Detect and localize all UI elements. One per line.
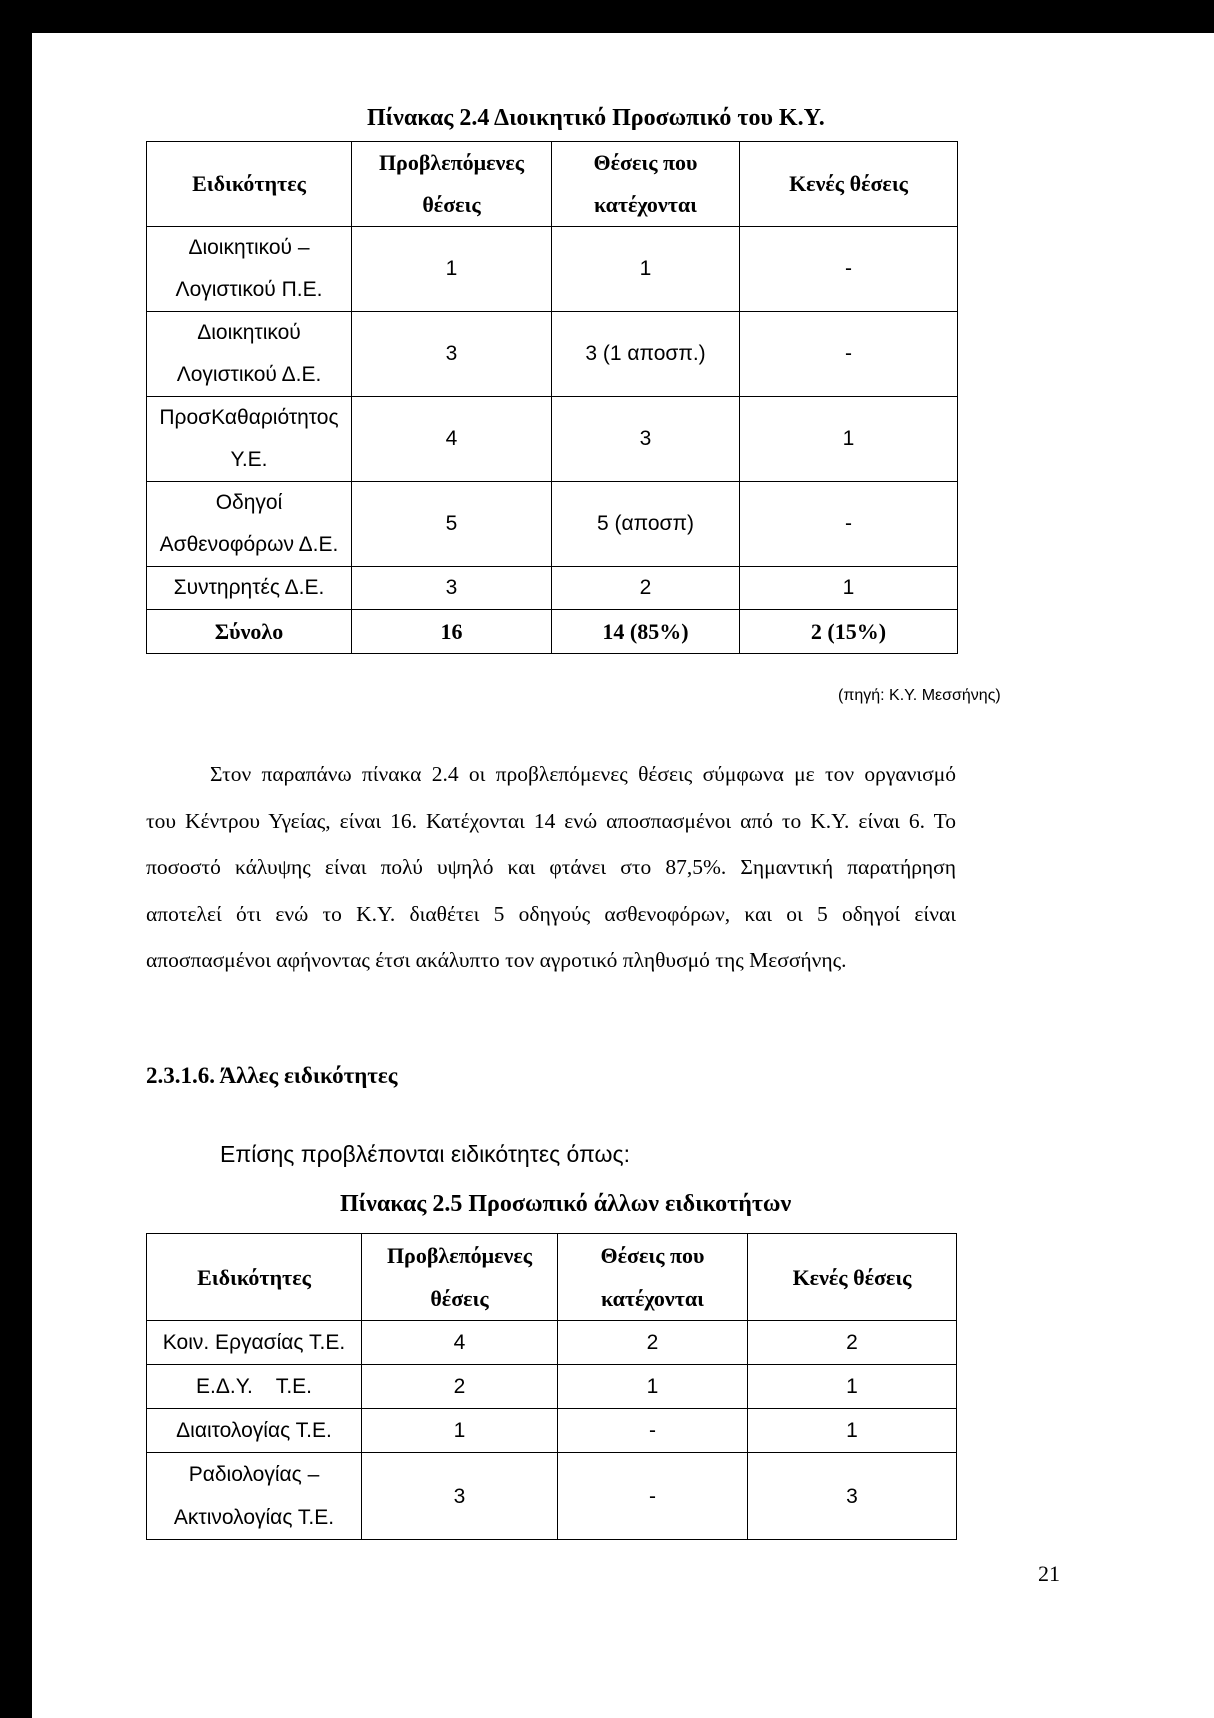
cell-occupied: 3 (1 αποσπ.) (552, 312, 740, 397)
header-vacant: Κενές θέσεις (740, 142, 958, 227)
header-planned: Προβλεπόμενες θέσεις (352, 142, 552, 227)
cell-occupied: - (558, 1409, 748, 1453)
cell-specialty: Συντηρητές Δ.Ε. (147, 567, 352, 610)
paragraph-line: του Κέντρου Υγείας, είναι 16. Κατέχονται 14 ενώ αποσπασμένοι από το Κ.Υ. είναι 6. Το (146, 808, 956, 833)
cell-planned: 4 (352, 397, 552, 482)
cell-vacant: - (740, 227, 958, 312)
cell-vacant: - (740, 312, 958, 397)
cell-specialty: Οδηγοί Ασθενοφόρων Δ.Ε. (147, 482, 352, 567)
admin-staff-table (146, 141, 958, 654)
cell-occupied: - (558, 1453, 748, 1540)
cell-planned: 3 (352, 567, 552, 610)
cell-vacant: 1 (748, 1365, 957, 1409)
table-row (147, 1453, 957, 1540)
body-paragraph (146, 751, 956, 984)
table-row (147, 1321, 957, 1365)
cell-occupied: 3 (552, 397, 740, 482)
cell-planned: 3 (362, 1453, 558, 1540)
paragraph-line: Στον παραπάνω πίνακα 2.4 οι προβλεπόμενες θέσεις σύμφωνα με τον οργανισμό (210, 762, 956, 786)
header-planned: Προβλεπόμενες θέσεις (362, 1234, 558, 1321)
table-row (147, 567, 958, 610)
document-page (32, 33, 1214, 1718)
section-heading: 2.3.1.6. Άλλες ειδικότητες (146, 1063, 398, 1088)
cell-planned: 2 (362, 1365, 558, 1409)
cell-occupied: 2 (558, 1321, 748, 1365)
table1-caption: Πίνακας 2.4 Διοικητικό Προσωπικό του Κ.Υ. (367, 105, 825, 131)
other-specialties-table (146, 1233, 957, 1540)
cell-planned: 1 (362, 1409, 558, 1453)
cell-planned: 5 (352, 482, 552, 567)
table-row (147, 397, 958, 482)
paragraph-line: αποσπασμένοι αφήνοντας έτσι ακάλυπτο τον αγροτικό πληθυσμό της Μεσσήνης. (146, 948, 847, 972)
table-header-row (147, 142, 958, 227)
cell-specialty: Διοικητικού Λογιστικού Δ.Ε. (147, 312, 352, 397)
total-occupied: 14 (85%) (552, 610, 740, 654)
total-vacant: 2 (15%) (740, 610, 958, 654)
table2-caption: Πίνακας 2.5 Προσωπικό άλλων ειδικοτήτων (340, 1191, 792, 1217)
table-total-row (147, 610, 958, 654)
table-row (147, 482, 958, 567)
paragraph-line: αποτελεί ότι ενώ το Κ.Υ. διαθέτει 5 οδηγούς ασθενοφόρων, και οι 5 οδηγοί είναι (146, 901, 956, 926)
table-row (147, 1365, 957, 1409)
cell-vacant: 1 (740, 397, 958, 482)
header-occupied: Θέσεις που κατέχονται (558, 1234, 748, 1321)
cell-planned: 4 (362, 1321, 558, 1365)
section-intro: Επίσης προβλέπονται ειδικότητες όπως: (220, 1141, 630, 1167)
table-header-row (147, 1234, 957, 1321)
total-planned: 16 (352, 610, 552, 654)
cell-vacant: 2 (748, 1321, 957, 1365)
page-number: 21 (1038, 1561, 1060, 1586)
cell-planned: 1 (352, 227, 552, 312)
table-row (147, 227, 958, 312)
cell-specialty: Ραδιολογίας – Ακτινολογίας Τ.Ε. (147, 1453, 362, 1540)
total-label: Σύνολο (147, 610, 352, 654)
cell-planned: 3 (352, 312, 552, 397)
header-specialties: Ειδικότητες (147, 1234, 362, 1321)
table1-source: (πηγή: Κ.Υ. Μεσσήνης) (838, 687, 1001, 704)
cell-vacant: 1 (740, 567, 958, 610)
cell-vacant: 1 (748, 1409, 957, 1453)
header-specialties: Ειδικότητες (147, 142, 352, 227)
cell-vacant: - (740, 482, 958, 567)
cell-specialty: Διαιτολογίας Τ.Ε. (147, 1409, 362, 1453)
paragraph-line: ποσοστό κάλυψης είναι πολύ υψηλό και φτάνει στο 87,5%. Σημαντική παρατήρηση (146, 855, 956, 879)
cell-specialty: Ε.Δ.Υ. Τ.Ε. (147, 1365, 362, 1409)
cell-occupied: 5 (αποσπ) (552, 482, 740, 567)
cell-specialty: ΠροσΚαθαριότητος Υ.Ε. (147, 397, 352, 482)
cell-occupied: 2 (552, 567, 740, 610)
header-occupied: Θέσεις που κατέχονται (552, 142, 740, 227)
table-row (147, 1409, 957, 1453)
cell-vacant: 3 (748, 1453, 957, 1540)
cell-occupied: 1 (558, 1365, 748, 1409)
header-vacant: Κενές θέσεις (748, 1234, 957, 1321)
cell-specialty: Κοιν. Εργασίας Τ.Ε. (147, 1321, 362, 1365)
table-row (147, 312, 958, 397)
cell-occupied: 1 (552, 227, 740, 312)
cell-specialty: Διοικητικού – Λογιστικού Π.Ε. (147, 227, 352, 312)
